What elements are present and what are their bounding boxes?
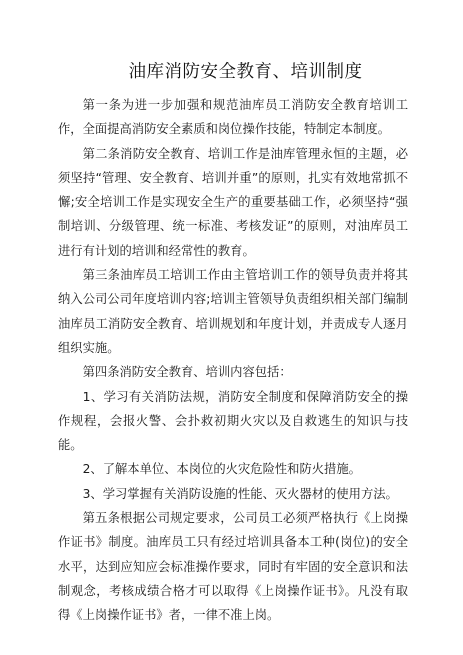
paragraph-article-4: 第四条消防安全教育、培训内容包括：	[82, 365, 292, 380]
paragraph-article-1: 第一条为进一步加强和规范油库员工消防安全教育培训工作，全面提高消防安全素质和岗位操作技能，特制定本制度。	[58, 98, 408, 137]
paragraph-article-2: 第二条消防安全教育、培训工作是油库管理永恒的主题，必须坚持“管理、安全教育、培训并重”的原则，扎实有效地常抓不懈;安全培训工作是实现安全生产的重要基础工作，必须坚持“强制培训、分级管理、统一标准、考核发证”的原则，对油库员工进行有计划的培训和经常性的教育。	[58, 146, 408, 258]
paragraph-article-3: 第三条油库员工培训工作由主管培训工作的领导负责并将其纳入公司公司年度培训内容;培训主管领导负责组织相关部门编制油库员工消防安全教育、培训规划和年度计划，并责成专人逐月组织实施。	[58, 268, 408, 355]
list-item-3: 3、学习掌握有关消防设施的性能、灭火器材的使用方法。	[82, 486, 398, 501]
document-body	[58, 93, 408, 628]
list-item-2: 2、了解本单位、本岗位的火灾危险性和防火措施。	[82, 462, 361, 477]
document-title: 油库消防安全教育、培训制度	[128, 62, 363, 82]
paragraph-article-5: 第五条根据公司规定要求，公司员工必须严格执行《上岗操作证书》制度。油库员工只有经过培训具备本工种(岗位)的安全水平，达到应知应会标准操作要求，同时有牢固的安全意识和法制观念，考核成绩合格才可以取得《上岗操作证书》。凡没有取得《上岗操作证书》者，一律不准上岗。	[58, 511, 408, 623]
list-item-1: 1、学习有关消防法规，消防安全制度和保障消防安全的操作规程，会报火警、会扑救初期火灾以及自救逃生的知识与技能。	[58, 389, 408, 453]
